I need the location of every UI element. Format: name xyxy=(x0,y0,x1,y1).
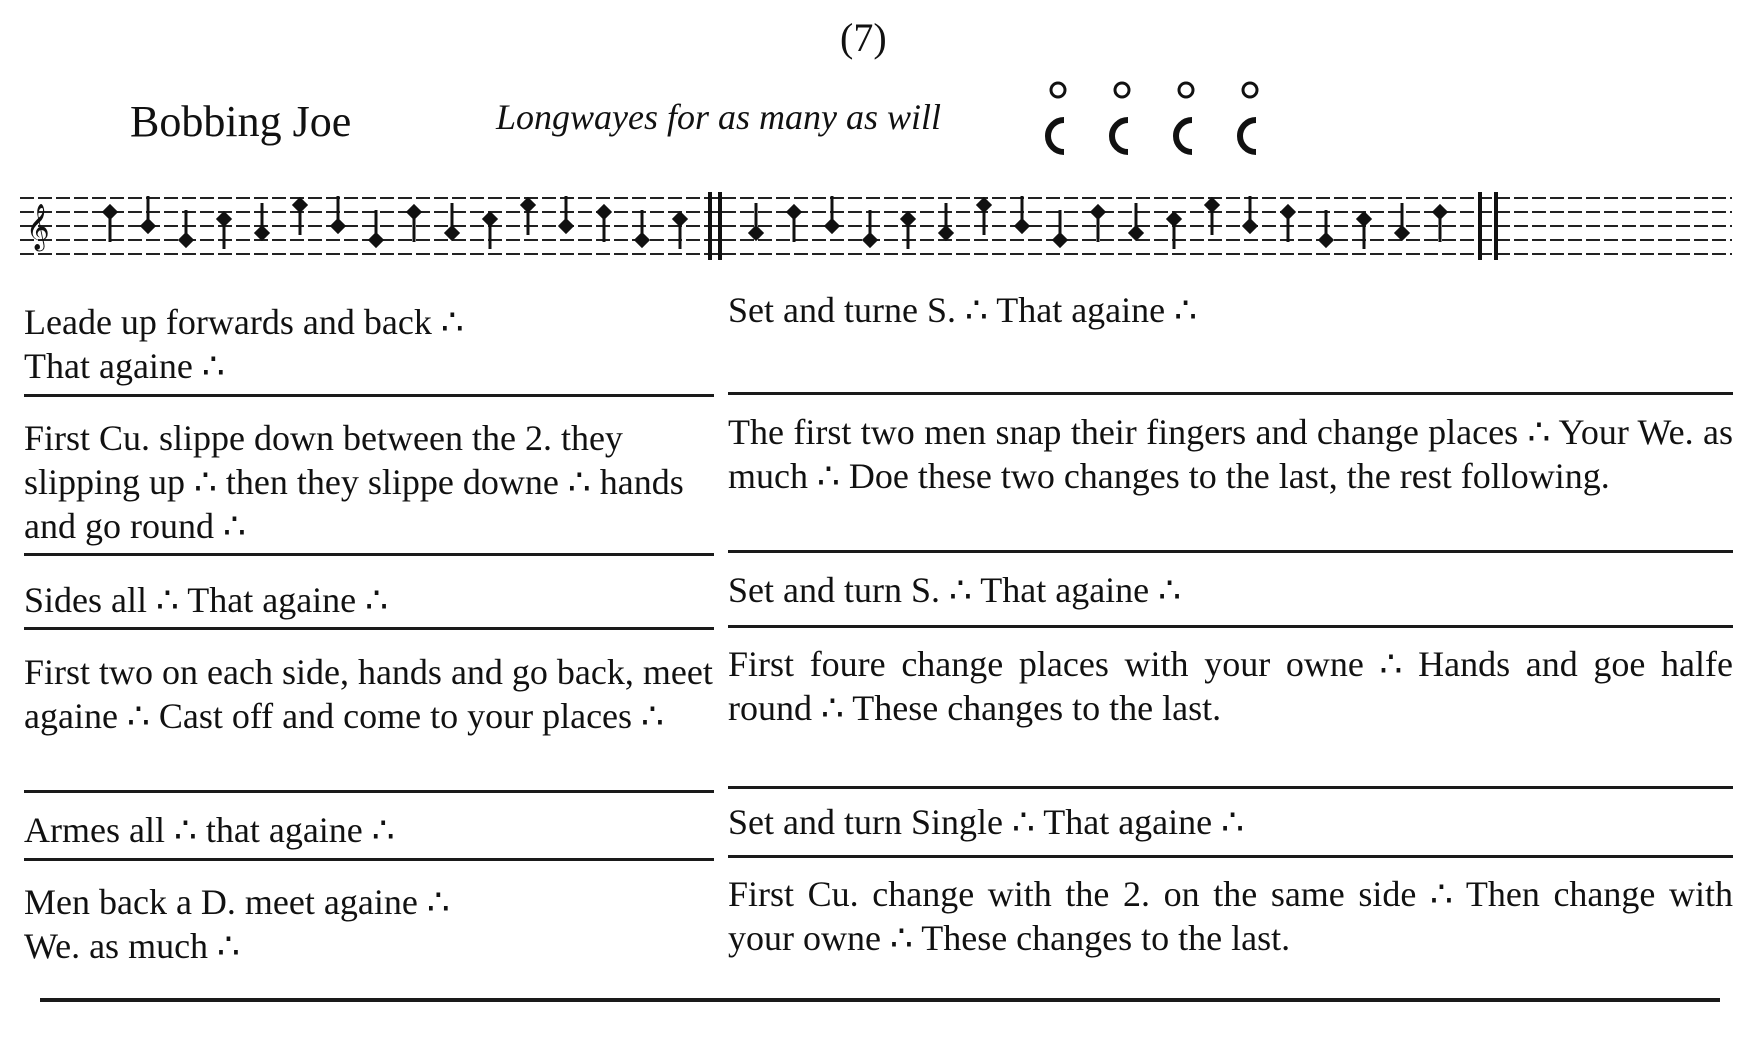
woman-symbol xyxy=(1048,120,1064,152)
instruction-line: That againe ∴ xyxy=(24,346,225,386)
note-head xyxy=(788,206,800,218)
note-head xyxy=(1320,234,1332,246)
row-5-right xyxy=(728,800,1733,844)
instruction-line: The first two men snap their fingers and change places ∴ Your We. as much ∴ Doe these two changes to the last, the rest following. xyxy=(728,412,1733,496)
man-symbol xyxy=(1243,83,1257,97)
instruction-line: We. as much ∴ xyxy=(24,926,240,966)
instruction-line: Armes all ∴ that againe ∴ xyxy=(24,810,395,850)
man-symbol xyxy=(1051,83,1065,97)
note-head xyxy=(332,220,344,232)
note-head xyxy=(1358,213,1370,225)
row-divider xyxy=(728,855,1733,858)
note-head xyxy=(826,220,838,232)
note-head xyxy=(370,234,382,246)
note-head xyxy=(750,227,762,239)
instruction-line: Set and turne S. ∴ That againe ∴ xyxy=(728,290,1198,330)
note-head xyxy=(636,234,648,246)
row-divider xyxy=(728,786,1733,789)
row-2-left xyxy=(24,416,714,548)
note-head xyxy=(1054,234,1066,246)
row-divider xyxy=(24,627,714,630)
note-head xyxy=(218,213,230,225)
note-head xyxy=(1130,227,1142,239)
instruction-line: Set and turn Single ∴ That againe ∴ xyxy=(728,802,1245,842)
note-head xyxy=(1016,220,1028,232)
instruction-line: First Cu. slippe down between the 2. they slipping up ∴ then they slippe downe ∴ hands and go round ∴ xyxy=(24,418,684,546)
man-symbol xyxy=(1115,83,1129,97)
dance-title: Bobbing Joe xyxy=(130,97,352,146)
page-number: (7) xyxy=(840,15,887,60)
row-divider xyxy=(24,858,714,861)
note-head xyxy=(294,199,306,211)
note-head xyxy=(408,206,420,218)
dance-formation: Longwayes for as many as will xyxy=(496,97,942,137)
row-6-left xyxy=(24,880,714,968)
note-head xyxy=(484,213,496,225)
row-3-left xyxy=(24,578,714,622)
note-head xyxy=(256,227,268,239)
note-head xyxy=(1282,206,1294,218)
instruction-line: Men back a D. meet againe ∴ xyxy=(24,882,450,922)
row-5-left xyxy=(24,808,714,852)
row-divider xyxy=(728,550,1733,553)
instruction-line: Set and turn S. ∴ That againe ∴ xyxy=(728,570,1182,610)
row-4-right xyxy=(728,642,1733,730)
clef-icon: 𝄞 xyxy=(26,204,50,250)
woman-symbol xyxy=(1240,120,1256,152)
note-head xyxy=(978,199,990,211)
note-head xyxy=(674,213,686,225)
note-head xyxy=(1434,206,1446,218)
note-head xyxy=(1092,206,1104,218)
note-head xyxy=(1396,227,1408,239)
note-head xyxy=(142,220,154,232)
row-3-right xyxy=(728,568,1733,612)
note-head xyxy=(1168,213,1180,225)
row-divider xyxy=(24,553,714,556)
row-1-right xyxy=(728,288,1733,332)
row-divider xyxy=(728,392,1733,395)
woman-symbol xyxy=(1112,120,1128,152)
note-head xyxy=(864,234,876,246)
note-head xyxy=(104,206,116,218)
dancer-formation-figure xyxy=(1028,80,1268,160)
instruction-line: Sides all ∴ That againe ∴ xyxy=(24,580,389,620)
note-head xyxy=(902,213,914,225)
instruction-line: Leade up forwards and back ∴ xyxy=(24,302,464,342)
row-divider xyxy=(24,394,714,397)
note-head xyxy=(522,199,534,211)
note-head xyxy=(180,234,192,246)
note-head xyxy=(560,220,572,232)
woman-symbol xyxy=(1176,120,1192,152)
man-symbol xyxy=(1179,83,1193,97)
row-1-left xyxy=(24,300,714,388)
instruction-line: First foure change places with your owne ∴ Hands and goe halfe round ∴ These changes to the last. xyxy=(728,644,1733,728)
note-head xyxy=(598,206,610,218)
row-divider xyxy=(24,790,714,793)
row-divider xyxy=(728,625,1733,628)
closing-rule xyxy=(40,998,1720,1002)
music-staff xyxy=(20,184,1732,270)
instruction-line: First Cu. change with the 2. on the same side ∴ Then change with your owne ∴ These changes to the last. xyxy=(728,874,1733,958)
note-head xyxy=(1206,199,1218,211)
row-4-left xyxy=(24,650,714,738)
note-head xyxy=(940,227,952,239)
instruction-line: First two on each side, hands and go back, meet againe ∴ Cast off and come to your places ∴ xyxy=(24,652,713,736)
row-6-right xyxy=(728,872,1733,960)
note-head xyxy=(1244,220,1256,232)
row-2-right xyxy=(728,410,1733,498)
note-head xyxy=(446,227,458,239)
